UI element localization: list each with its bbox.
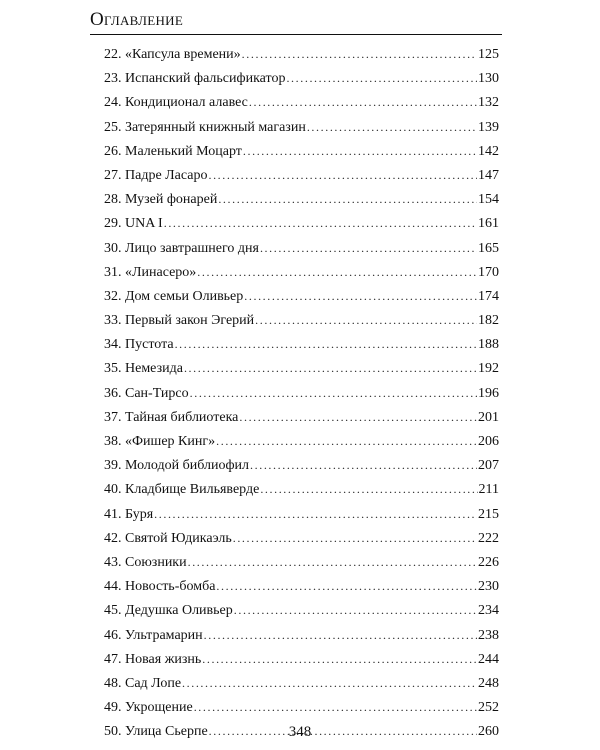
dot-leader [194, 695, 477, 719]
toc-entry-title: 43. Союзники [104, 554, 187, 570]
dot-leader [242, 42, 477, 66]
toc-entry-title: 39. Молодой библиофил [104, 458, 250, 474]
dot-leader [216, 574, 477, 598]
toc-entry-title: 40. Кладбище Вильяверде [104, 482, 260, 498]
dot-leader [286, 66, 477, 90]
toc-entry [104, 647, 499, 671]
toc-entry-title: 34. Пустота [104, 337, 174, 353]
toc-entry [104, 187, 499, 211]
dot-leader [197, 260, 477, 284]
dot-leader [204, 623, 477, 647]
toc-entry-page: 154 [478, 192, 499, 208]
toc-entry-page: 132 [478, 95, 499, 111]
dot-leader [182, 671, 477, 695]
page-number: 348 [288, 724, 312, 740]
toc-entry-page: 226 [478, 554, 499, 570]
toc-entry-title: 27. Падре Ласаро [104, 167, 208, 183]
toc-entry-title: 41. Буря [104, 506, 154, 522]
toc-entry-title: 32. Дом семьи Оливьер [104, 288, 244, 304]
dot-leader [249, 90, 477, 114]
toc-entry [104, 453, 499, 477]
toc-entry-title: 22. «Капсула времени» [104, 47, 241, 62]
toc-entry-page: 206 [478, 434, 499, 449]
toc-entry-page: 201 [478, 409, 499, 425]
dot-leader [208, 163, 477, 187]
toc-entry-page: 260 [478, 724, 499, 740]
toc-entry-page: 142 [478, 143, 499, 159]
toc-entry [104, 623, 499, 647]
toc-entry-title: 25. Затерянный книжный магазин [104, 119, 306, 135]
toc-entry-page: 196 [478, 385, 499, 401]
toc-entry-title: 31. «Линасеро» [104, 264, 197, 280]
toc-entry [104, 671, 499, 695]
toc-entry [104, 381, 499, 405]
toc-entry [104, 477, 499, 501]
toc-entry-title: 38. «Фишер Кинг» [104, 434, 216, 449]
toc-entry-page: 174 [478, 288, 499, 304]
toc-entry [104, 502, 499, 526]
toc-entry-title: 37. Тайная библиотека [104, 409, 239, 425]
toc-entry-page: 222 [478, 530, 499, 546]
dot-leader [250, 453, 477, 477]
toc-entry-title: 46. Ультрамарин [104, 627, 203, 643]
toc-entry [104, 163, 499, 187]
toc-entry-page: 244 [478, 651, 499, 667]
dot-leader [218, 187, 477, 211]
toc-entry [104, 550, 499, 574]
dot-leader [239, 405, 477, 429]
dot-leader [233, 526, 477, 550]
toc-entry [104, 284, 499, 308]
toc-entry-page: 165 [478, 240, 499, 256]
toc-entry [104, 526, 499, 550]
toc-entry [104, 405, 499, 429]
dot-leader [190, 381, 477, 405]
toc-entry-title: 33. Первый закон Эгерий [104, 313, 255, 329]
toc-entry-title: 24. Кондиционал алавес [104, 95, 248, 111]
toc-entry [104, 308, 499, 332]
toc-entry [104, 332, 499, 356]
toc-entry-page: 161 [478, 216, 499, 232]
toc-entry [104, 90, 499, 114]
toc-entry-title: 23. Испанский фальсификатор [104, 71, 286, 87]
table-of-contents [104, 42, 499, 743]
toc-entry-title: 44. Новость-бомба [104, 579, 216, 595]
toc-entry [104, 574, 499, 598]
dot-leader [307, 115, 477, 139]
toc-entry-title: 26. Маленький Моцарт [104, 143, 242, 159]
dot-leader [164, 211, 477, 235]
dot-leader [154, 502, 477, 526]
toc-entry-page: 192 [478, 361, 499, 377]
toc-entry-page: 139 [478, 119, 499, 135]
dot-leader [260, 477, 477, 501]
toc-entry-page: 230 [478, 579, 499, 595]
toc-entry [104, 356, 499, 380]
toc-entry-page: 125 [478, 47, 499, 62]
toc-entry-title: 35. Немезида [104, 361, 183, 377]
toc-entry-title: 28. Музей фонарей [104, 192, 218, 208]
toc-entry-title: 42. Святой Юдикаэль [104, 530, 232, 546]
toc-entry-page: 248 [478, 675, 499, 691]
toc-entry-page: 215 [478, 506, 499, 522]
dot-leader [244, 284, 477, 308]
toc-entry-page: 252 [478, 700, 499, 716]
dot-leader [188, 550, 477, 574]
toc-entry-title: 36. Сан-Тирсо [104, 385, 189, 401]
dot-leader [234, 598, 477, 622]
toc-entry-page: 182 [478, 313, 499, 329]
toc-entry [104, 211, 499, 235]
toc-entry-page: 234 [478, 603, 499, 619]
toc-entry [104, 66, 499, 90]
toc-entry-page: 207 [478, 458, 499, 474]
section-title: Оглавление [90, 9, 184, 30]
dot-leader [216, 429, 477, 453]
toc-entry [104, 695, 499, 719]
toc-entry-title: 50. Улица Сьерпе [104, 724, 208, 740]
toc-entry-page: 147 [478, 167, 499, 183]
toc-entry-title: 48. Сад Лопе [104, 675, 182, 691]
toc-entry [104, 429, 499, 453]
dot-leader [202, 647, 477, 671]
dot-leader [243, 139, 477, 163]
toc-entry [104, 115, 499, 139]
toc-entry-title: 49. Укрощение [104, 700, 193, 716]
toc-entry-page: 130 [478, 71, 499, 87]
dot-leader [175, 332, 477, 356]
toc-entry-page: 238 [478, 627, 499, 643]
toc-entry [104, 236, 499, 260]
dot-leader [260, 236, 477, 260]
toc-entry [104, 598, 499, 622]
toc-entry-page: 211 [478, 482, 499, 498]
toc-entry-title: 30. Лицо завтрашнего дня [104, 240, 259, 256]
toc-entry [104, 42, 499, 66]
toc-entry-title: 29. UNA I [104, 216, 163, 232]
toc-entry-title: 47. Новая жизнь [104, 651, 202, 667]
toc-entry-title: 45. Дедушка Оливьер [104, 603, 233, 619]
toc-entry [104, 139, 499, 163]
toc-entry [104, 260, 499, 284]
dot-leader [255, 308, 477, 332]
toc-entry-page: 188 [478, 337, 499, 353]
running-header [90, 8, 502, 35]
toc-entry-page: 170 [478, 264, 499, 280]
dot-leader [184, 356, 477, 380]
